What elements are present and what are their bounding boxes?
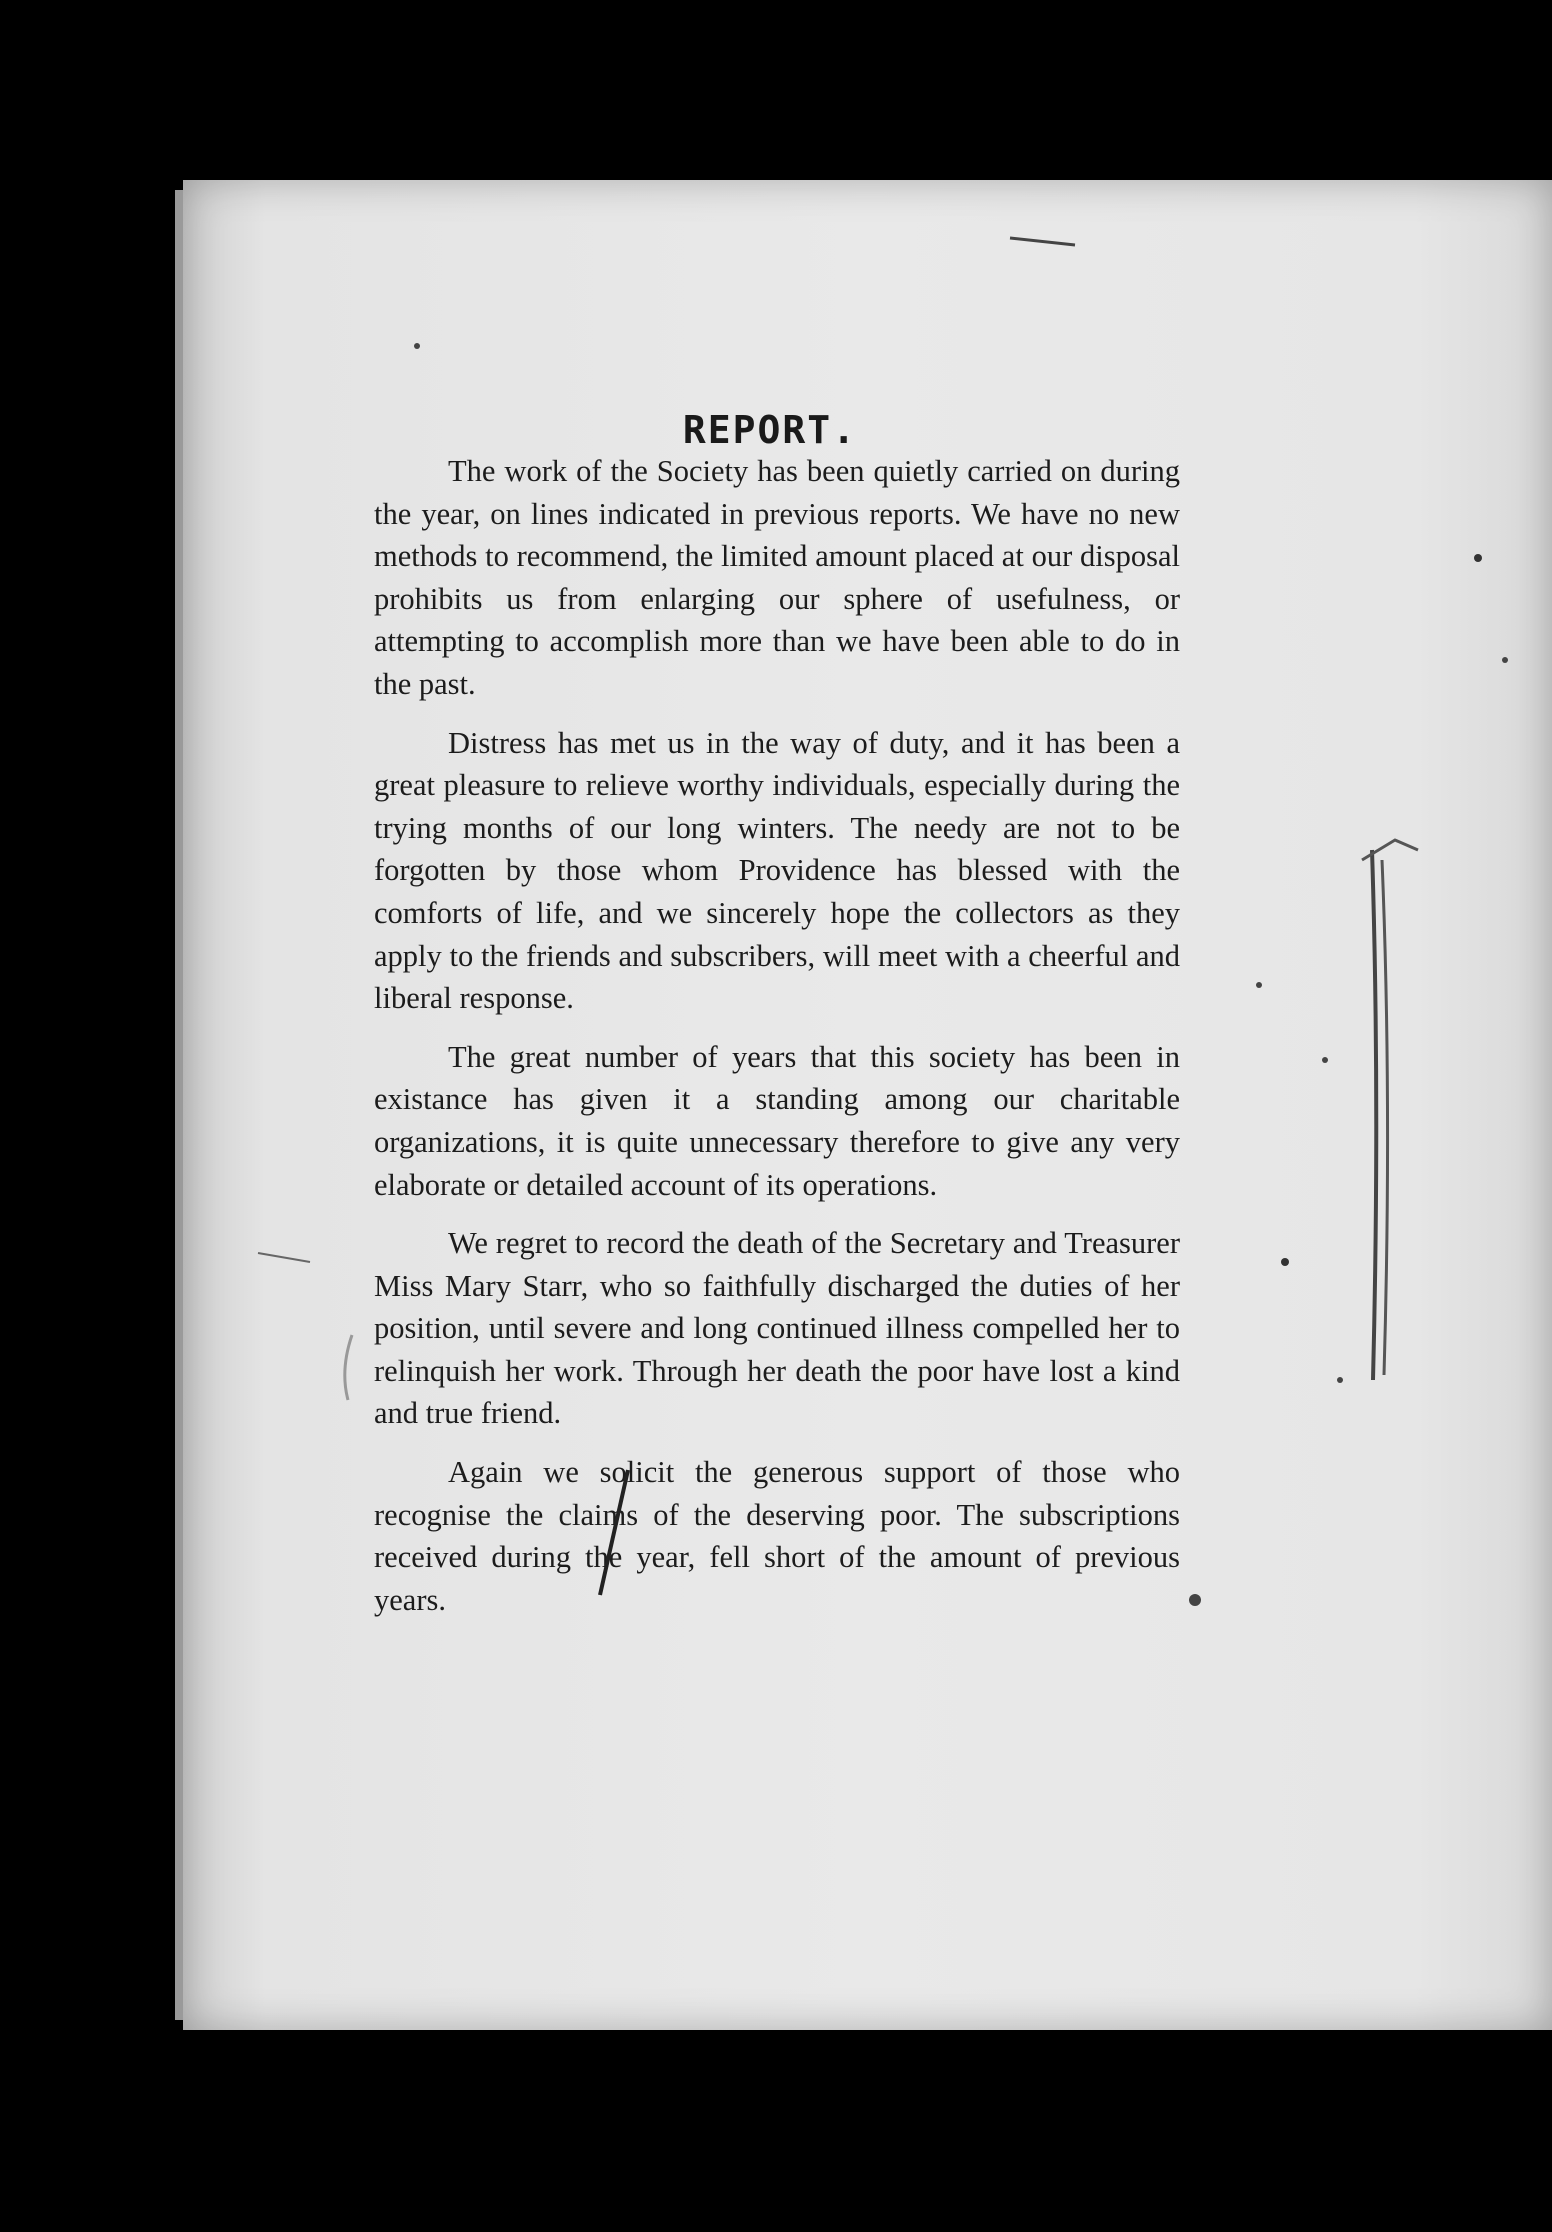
page-title: REPORT. — [682, 408, 858, 452]
paragraph-3: The great number of years that this society has been in existance has given it a standing among our charitable organizations, it is quite unnecessary therefore to give any very elaborate or detailed account of its operations. — [374, 1039, 1180, 1202]
paragraph-5: Again we solicit the generous support of those who recognise the claims of the deserving poor. The subscriptions received during the year, fell short of the amount of previous years. — [374, 1455, 1180, 1617]
paragraph-4: We regret to record the death of the Secretary and Treasurer Miss Mary Starr, who so faithfully discharged the duties of her position, until severe and long continued illness compelled her to relinquish her work. Through her death the poor have lost a kind and true friend. — [374, 1226, 1180, 1431]
paragraph-1: The work of the Society has been quietly carried on during the year, on lines indicated in previous reports. We have no new methods to recommend, the limited amount placed at our disposal prohibits us from enlarging our sphere of usefulness, or attempting to accomplish more than we have been able to do in the past. — [374, 454, 1180, 701]
report-body — [374, 450, 1180, 1637]
paragraph-2: Distress has met us in the way of duty, and it has been a great pleasure to relieve worthy individuals, especially during the trying months of our long winters. The needy are not to be forgotten by those whom Providence has blessed with the comforts of life, and we sincerely hope the collectors as they apply to the friends and subscribers, will meet with a cheerful and liberal response. — [374, 725, 1180, 1016]
